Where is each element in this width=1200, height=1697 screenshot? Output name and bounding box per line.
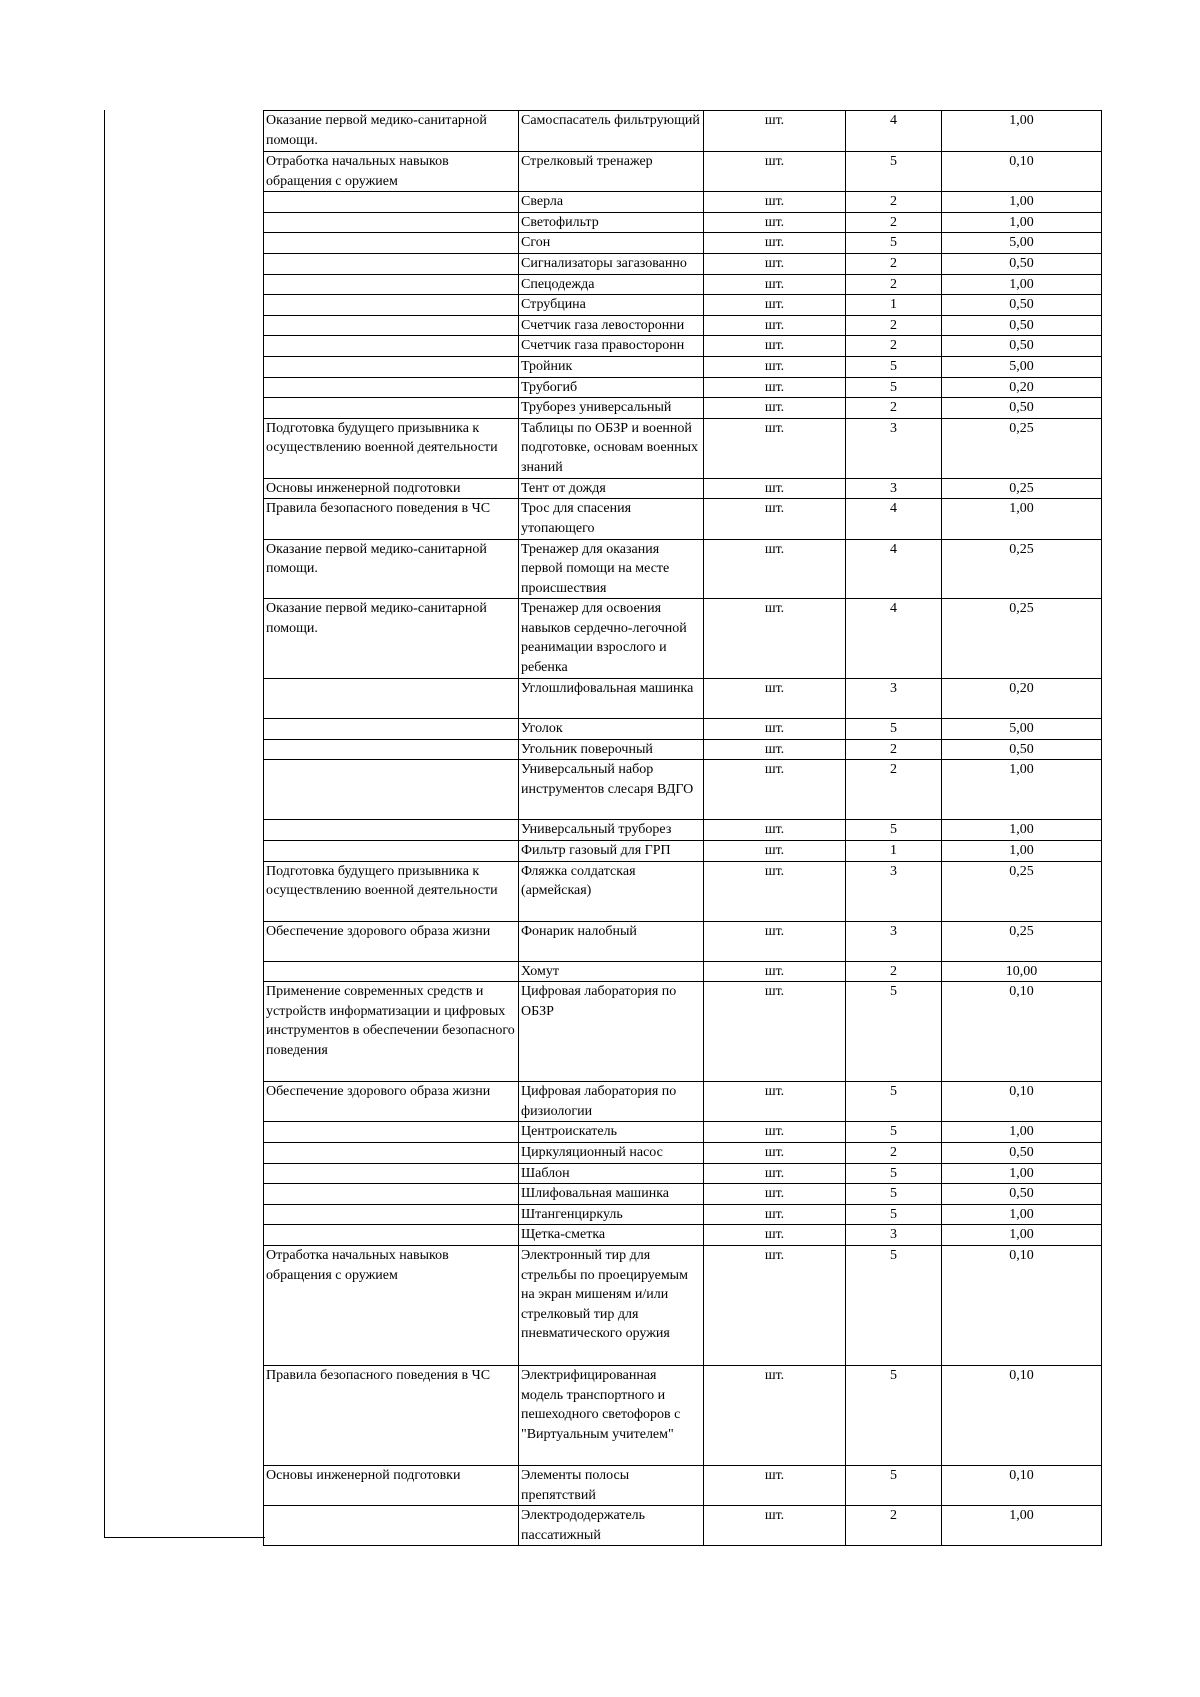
row-quantity: 4 [846,111,942,152]
row-quantity: 5 [846,1204,942,1225]
row-quantity: 5 [846,1366,942,1466]
row-value: 5,00 [942,233,1102,254]
row-quantity: 2 [846,336,942,357]
row-item-name: Трубогиб [519,377,704,398]
row-topic [264,192,519,213]
row-quantity: 5 [846,1466,942,1506]
table-row [264,499,1102,539]
row-topic [264,1163,519,1184]
row-topic: Основы инженерной подготовки [264,478,519,499]
row-value: 0,20 [942,679,1102,719]
row-item-name: Электронный тир для стрельбы по проецируемым на экран мишеням и/или стрелковый тир для пневматического оружия [519,1246,704,1366]
row-quantity: 4 [846,499,942,539]
row-unit: шт. [704,499,846,539]
row-item-name: Фонарик налобный [519,921,704,961]
row-unit: шт. [704,356,846,377]
row-quantity: 2 [846,274,942,295]
row-unit: шт. [704,192,846,213]
row-topic [264,1506,519,1546]
row-topic: Отработка начальных навыков обращения с оружием [264,1246,519,1366]
row-item-name: Уголок [519,719,704,740]
row-value: 0,50 [942,336,1102,357]
row-value: 0,50 [942,315,1102,336]
row-value: 0,50 [942,253,1102,274]
row-quantity: 5 [846,1082,942,1122]
equipment-table-body [264,111,1102,1546]
row-quantity: 3 [846,861,942,921]
table-row [264,921,1102,961]
table-row [264,212,1102,233]
row-value: 1,00 [942,1122,1102,1143]
table-row [264,1082,1102,1122]
table-row [264,274,1102,295]
row-value: 1,00 [942,841,1102,862]
row-item-name: Фляжка солдатская (армейская) [519,861,704,921]
row-quantity: 2 [846,760,942,820]
row-unit: шт. [704,841,846,862]
row-item-name: Универсальный набор инструментов слесаря ВДГО [519,760,704,820]
row-value: 0,10 [942,1082,1102,1122]
row-item-name: Угольник поверочный [519,739,704,760]
table-row [264,719,1102,740]
row-item-name: Шаблон [519,1163,704,1184]
row-value: 0,25 [942,861,1102,921]
table-row [264,1163,1102,1184]
row-value: 1,00 [942,1506,1102,1546]
row-unit: шт. [704,1184,846,1205]
row-item-name: Тренажер для освоения навыков сердечно-легочной реанимации взрослого и ребенка [519,599,704,679]
row-item-name: Сверла [519,192,704,213]
row-unit: шт. [704,377,846,398]
row-value: 5,00 [942,719,1102,740]
row-topic [264,295,519,316]
row-quantity: 5 [846,152,942,192]
table-row [264,233,1102,254]
row-topic [264,253,519,274]
row-unit: шт. [704,233,846,254]
row-quantity: 2 [846,192,942,213]
row-value: 0,10 [942,152,1102,192]
row-topic: Правила безопасного поведения в ЧС [264,499,519,539]
row-value: 0,50 [942,739,1102,760]
row-topic [264,961,519,982]
table-row [264,539,1102,599]
table-row [264,315,1102,336]
row-quantity: 5 [846,820,942,841]
row-unit: шт. [704,398,846,419]
row-topic: Подготовка будущего призывника к осуществлению военной деятельности [264,418,519,478]
row-topic [264,760,519,820]
row-item-name: Тренажер для оказания первой помощи на месте происшествия [519,539,704,599]
row-item-name: Тройник [519,356,704,377]
table-row [264,152,1102,192]
row-item-name: Труборез универсальный [519,398,704,419]
table-row [264,679,1102,719]
row-unit: шт. [704,274,846,295]
row-quantity: 4 [846,539,942,599]
row-item-name: Электрододержатель пассатижный [519,1506,704,1546]
row-quantity: 2 [846,253,942,274]
row-topic [264,739,519,760]
row-value: 0,50 [942,295,1102,316]
row-item-name: Светофильтр [519,212,704,233]
row-value: 1,00 [942,212,1102,233]
row-item-name: Спецодежда [519,274,704,295]
row-quantity: 5 [846,377,942,398]
row-value: 10,00 [942,961,1102,982]
row-value: 0,25 [942,418,1102,478]
row-unit: шт. [704,418,846,478]
row-value: 0,10 [942,1466,1102,1506]
row-value: 1,00 [942,1225,1102,1246]
row-unit: шт. [704,152,846,192]
table-row [264,841,1102,862]
row-unit: шт. [704,1143,846,1164]
row-quantity: 5 [846,1246,942,1366]
row-topic [264,820,519,841]
row-value: 0,10 [942,1246,1102,1366]
table-row [264,982,1102,1082]
row-quantity: 5 [846,719,942,740]
row-unit: шт. [704,760,846,820]
row-quantity: 5 [846,1184,942,1205]
row-topic: Применение современных средств и устройств информатизации и цифровых инструментов в обеспечении безопасного поведения [264,982,519,1082]
row-unit: шт. [704,478,846,499]
table-row [264,1246,1102,1366]
row-item-name: Элементы полосы препятствий [519,1466,704,1506]
row-unit: шт. [704,739,846,760]
row-item-name: Стрелковый тренажер [519,152,704,192]
row-unit: шт. [704,539,846,599]
row-value: 1,00 [942,499,1102,539]
row-item-name: Сгон [519,233,704,254]
row-item-name: Цифровая лаборатория по ОБЗР [519,982,704,1082]
row-item-name: Фильтр газовый для ГРП [519,841,704,862]
table-row [264,377,1102,398]
row-topic [264,1225,519,1246]
row-unit: шт. [704,719,846,740]
row-item-name: Счетчик газа правосторонн [519,336,704,357]
table-row [264,599,1102,679]
row-unit: шт. [704,599,846,679]
row-item-name: Центроискатель [519,1122,704,1143]
table-row [264,398,1102,419]
row-item-name: Шлифовальная машинка [519,1184,704,1205]
row-unit: шт. [704,315,846,336]
row-unit: шт. [704,1163,846,1184]
row-item-name: Универсальный труборез [519,820,704,841]
row-quantity: 2 [846,212,942,233]
row-item-name: Углошлифовальная машинка [519,679,704,719]
table-row [264,1466,1102,1506]
row-value: 0,25 [942,539,1102,599]
row-quantity: 2 [846,1506,942,1546]
row-unit: шт. [704,253,846,274]
left-column-frame [104,110,265,1538]
row-unit: шт. [704,1246,846,1366]
row-topic [264,679,519,719]
row-value: 1,00 [942,111,1102,152]
row-quantity: 2 [846,1143,942,1164]
row-quantity: 5 [846,356,942,377]
row-topic: Оказание первой медико-санитарной помощи. [264,599,519,679]
row-item-name: Щетка-сметка [519,1225,704,1246]
table-row [264,418,1102,478]
row-topic: Подготовка будущего призывника к осуществлению военной деятельности [264,861,519,921]
row-topic: Отработка начальных навыков обращения с оружием [264,152,519,192]
row-unit: шт. [704,336,846,357]
row-value: 0,50 [942,1184,1102,1205]
row-quantity: 1 [846,295,942,316]
row-unit: шт. [704,1225,846,1246]
row-value: 0,20 [942,377,1102,398]
row-value: 1,00 [942,1163,1102,1184]
row-quantity: 2 [846,739,942,760]
row-quantity: 2 [846,398,942,419]
table-row [264,1366,1102,1466]
table-row [264,192,1102,213]
row-quantity: 2 [846,315,942,336]
row-unit: шт. [704,1082,846,1122]
row-topic: Обеспечение здорового образа жизни [264,1082,519,1122]
row-unit: шт. [704,921,846,961]
row-value: 1,00 [942,820,1102,841]
row-topic [264,719,519,740]
row-quantity: 2 [846,961,942,982]
row-value: 1,00 [942,1204,1102,1225]
row-unit: шт. [704,861,846,921]
row-quantity: 3 [846,418,942,478]
row-value: 1,00 [942,760,1102,820]
row-topic [264,377,519,398]
row-item-name: Тент от дождя [519,478,704,499]
table-row [264,760,1102,820]
row-topic [264,1184,519,1205]
table-row [264,336,1102,357]
row-item-name: Цифровая лаборатория по физиологии [519,1082,704,1122]
row-topic [264,1143,519,1164]
table-row [264,1225,1102,1246]
row-topic [264,841,519,862]
row-item-name: Сигнализаторы загазованно [519,253,704,274]
table-row [264,1506,1102,1546]
table-row [264,111,1102,152]
row-unit: шт. [704,1506,846,1546]
row-topic [264,315,519,336]
table-row [264,356,1102,377]
row-quantity: 5 [846,1122,942,1143]
row-item-name: Электрифицированная модель транспортного и пешеходного светофоров с "Виртуальным учителем" [519,1366,704,1466]
row-value: 0,10 [942,1366,1102,1466]
row-topic: Оказание первой медико-санитарной помощи. [264,111,519,152]
row-quantity: 3 [846,478,942,499]
row-item-name: Струбцина [519,295,704,316]
row-item-name: Трос для спасения утопающего [519,499,704,539]
row-topic: Оказание первой медико-санитарной помощи. [264,539,519,599]
row-value: 5,00 [942,356,1102,377]
table-row [264,961,1102,982]
row-value: 0,50 [942,1143,1102,1164]
row-unit: шт. [704,679,846,719]
row-value: 0,25 [942,599,1102,679]
row-item-name: Циркуляционный насос [519,1143,704,1164]
table-row [264,820,1102,841]
table-row [264,478,1102,499]
table-row [264,739,1102,760]
row-unit: шт. [704,820,846,841]
equipment-table [263,110,1102,1546]
table-row [264,1204,1102,1225]
row-topic [264,274,519,295]
row-quantity: 3 [846,921,942,961]
row-topic: Обеспечение здорового образа жизни [264,921,519,961]
row-item-name: Счетчик газа левосторонни [519,315,704,336]
row-unit: шт. [704,1204,846,1225]
row-topic [264,398,519,419]
row-value: 0,10 [942,982,1102,1082]
row-quantity: 3 [846,679,942,719]
row-unit: шт. [704,1122,846,1143]
table-row [264,295,1102,316]
row-unit: шт. [704,111,846,152]
row-unit: шт. [704,961,846,982]
row-unit: шт. [704,295,846,316]
row-value: 0,25 [942,921,1102,961]
row-item-name: Самоспасатель фильтрующий [519,111,704,152]
row-value: 1,00 [942,274,1102,295]
row-topic [264,212,519,233]
row-unit: шт. [704,1466,846,1506]
row-unit: шт. [704,1366,846,1466]
table-row [264,1122,1102,1143]
row-quantity: 4 [846,599,942,679]
row-quantity: 5 [846,233,942,254]
row-topic [264,233,519,254]
row-item-name: Хомут [519,961,704,982]
row-value: 0,25 [942,478,1102,499]
table-row [264,861,1102,921]
row-unit: шт. [704,982,846,1082]
row-quantity: 5 [846,1163,942,1184]
row-item-name: Таблицы по ОБЗР и военной подготовке, основам военных знаний [519,418,704,478]
table-row [264,1184,1102,1205]
row-topic [264,1122,519,1143]
row-quantity: 1 [846,841,942,862]
row-topic [264,1204,519,1225]
row-value: 0,50 [942,398,1102,419]
row-quantity: 5 [846,982,942,1082]
row-topic: Основы инженерной подготовки [264,1466,519,1506]
row-value: 1,00 [942,192,1102,213]
row-topic: Правила безопасного поведения в ЧС [264,1366,519,1466]
table-row [264,1143,1102,1164]
row-quantity: 3 [846,1225,942,1246]
row-item-name: Штангенциркуль [519,1204,704,1225]
row-topic [264,336,519,357]
row-unit: шт. [704,212,846,233]
table-row [264,253,1102,274]
row-topic [264,356,519,377]
